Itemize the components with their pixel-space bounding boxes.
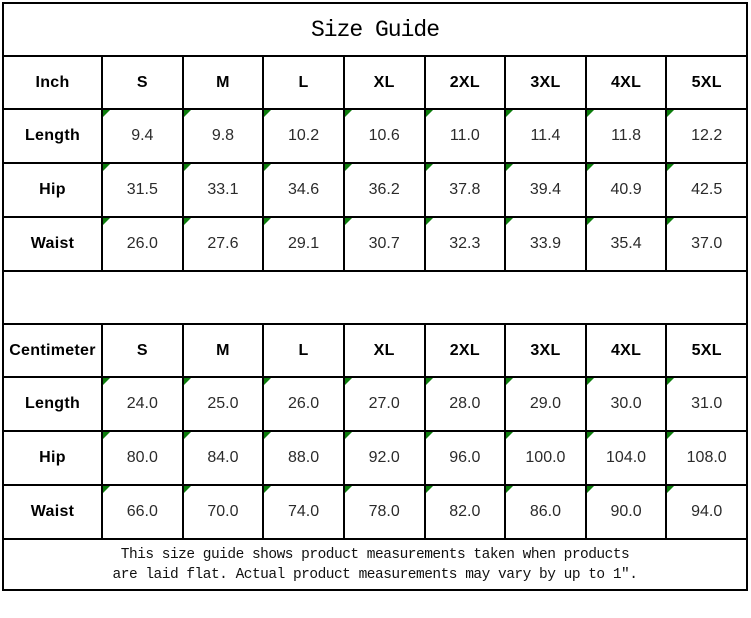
measurement-cell [101,110,182,162]
size-header-cell [101,325,182,376]
unit-label: Inch [35,73,70,91]
measurement-cell [585,432,666,484]
cm-waist-row [4,484,746,538]
size-header-cell [343,57,424,108]
measurement-cell [262,164,343,216]
green-corner-marker-icon [264,110,271,117]
measurement-value: 84.0 [207,449,239,466]
unit-header-cell [4,57,101,108]
measurement-value: 34.6 [287,181,320,198]
row-label-cell [4,164,101,216]
measurement-value: 92.0 [368,449,400,466]
size-label: XL [373,341,395,359]
measurement-value: 27.6 [207,235,239,252]
footer-line-1: This size guide shows product measurements taken when products [120,547,630,563]
measurement-value: 30.0 [610,395,642,412]
measurement-cell [343,164,424,216]
page-title: Size Guide [310,16,440,43]
measurement-cell [343,486,424,538]
measurement-value: 100.0 [525,449,566,466]
measurement-cell [424,378,505,430]
measurement-cell [424,432,505,484]
measurement-value: 80.0 [126,449,158,466]
row-label: Hip [39,181,66,198]
cm-hip-row [4,430,746,484]
green-corner-marker-icon [506,110,513,117]
green-corner-marker-icon [506,218,513,225]
size-header-cell [101,57,182,108]
row-label-cell [4,378,101,430]
measurement-cell [101,486,182,538]
size-header-cell [504,57,585,108]
green-corner-marker-icon [345,378,352,385]
measurement-value: 11.8 [611,127,642,144]
row-label: Waist [30,235,75,252]
size-label: L [298,341,309,359]
measurement-cell [424,164,505,216]
measurement-cell [101,432,182,484]
row-label: Waist [30,503,75,520]
row-label-cell [4,486,101,538]
measurement-cell [262,378,343,430]
measurement-cell [262,110,343,162]
size-header-cell [665,57,746,108]
measurement-cell [504,432,585,484]
green-corner-marker-icon [345,432,352,439]
green-corner-marker-icon [667,110,674,117]
size-header-cell [585,57,666,108]
size-label: M [216,73,230,91]
measurement-cell [424,218,505,270]
measurement-cell [585,164,666,216]
green-corner-marker-icon [506,432,513,439]
green-corner-marker-icon [506,486,513,493]
measurement-cell [101,218,182,270]
green-corner-marker-icon [587,164,594,171]
green-corner-marker-icon [264,164,271,171]
green-corner-marker-icon [103,378,110,385]
green-corner-marker-icon [103,110,110,117]
green-corner-marker-icon [587,486,594,493]
measurement-cell [665,432,746,484]
green-corner-marker-icon [587,432,594,439]
green-corner-marker-icon [667,378,674,385]
size-label: 3XL [530,341,561,359]
green-corner-marker-icon [426,432,433,439]
green-corner-marker-icon [587,110,594,117]
green-corner-marker-icon [667,218,674,225]
measurement-value: 12.2 [691,127,723,144]
green-corner-marker-icon [264,432,271,439]
measurement-value: 33.9 [529,235,561,252]
green-corner-marker-icon [506,164,513,171]
measurement-value: 26.0 [287,395,320,412]
green-corner-marker-icon [587,218,594,225]
measurement-cell [262,218,343,270]
measurement-cell [665,218,746,270]
measurement-value: 9.4 [131,127,154,144]
measurement-value: 40.9 [610,181,642,198]
green-corner-marker-icon [184,486,191,493]
measurement-value: 82.0 [449,503,481,520]
measurement-value: 32.3 [449,235,481,252]
cm-length-row [4,376,746,430]
green-corner-marker-icon [103,218,110,225]
measurement-value: 10.2 [287,127,320,144]
measurement-value: 90.0 [610,503,642,520]
row-label-cell [4,110,101,162]
measurement-cell [585,110,666,162]
size-header-cell [343,325,424,376]
green-corner-marker-icon [426,110,433,117]
measurement-value: 28.0 [449,395,481,412]
green-corner-marker-icon [667,164,674,171]
measurement-value: 31.0 [691,395,723,412]
size-label: 5XL [691,73,722,91]
measurement-value: 108.0 [686,449,727,466]
size-label: 4XL [610,341,642,359]
size-label: 2XL [449,341,480,359]
measurement-cell [665,164,746,216]
green-corner-marker-icon [103,432,110,439]
size-header-cell [504,325,585,376]
row-label: Length [24,127,81,144]
green-corner-marker-icon [426,486,433,493]
measurement-cell [665,110,746,162]
size-label: XL [373,73,395,91]
measurement-value: 30.7 [368,235,400,252]
measurement-value: 78.0 [368,503,400,520]
measurement-cell [665,486,746,538]
size-label: 4XL [610,73,642,91]
measurement-cell [262,486,343,538]
size-header-cell [262,57,343,108]
measurement-cell [182,110,263,162]
size-header-cell [585,325,666,376]
measurement-value: 66.0 [126,503,158,520]
measurement-cell [343,378,424,430]
measurement-cell [424,486,505,538]
measurement-cell [101,164,182,216]
green-corner-marker-icon [184,378,191,385]
measurement-cell [262,432,343,484]
size-header-cell [665,325,746,376]
measurement-cell [504,486,585,538]
green-corner-marker-icon [184,164,191,171]
green-corner-marker-icon [426,164,433,171]
green-corner-marker-icon [184,218,191,225]
green-corner-marker-icon [506,378,513,385]
measurement-value: 29.1 [287,235,320,252]
measurement-value: 27.0 [368,395,400,412]
green-corner-marker-icon [667,432,674,439]
size-header-cell [424,57,505,108]
size-header-cell [182,57,263,108]
measurement-value: 94.0 [691,503,723,520]
inch-length-row [4,108,746,162]
measurement-value: 104.0 [606,449,647,466]
centimeter-header-row [4,323,746,376]
measurement-value: 11.4 [530,127,561,144]
measurement-value: 33.1 [207,181,239,198]
measurement-cell [424,110,505,162]
green-corner-marker-icon [264,218,271,225]
measurement-value: 86.0 [529,503,561,520]
measurement-value: 29.0 [529,395,561,412]
size-header-cell [262,325,343,376]
measurement-cell [585,378,666,430]
measurement-value: 25.0 [207,395,239,412]
measurement-cell [665,378,746,430]
green-corner-marker-icon [345,110,352,117]
measurement-cell [182,164,263,216]
inch-hip-row [4,162,746,216]
measurement-value: 11.0 [449,127,480,144]
measurement-value: 96.0 [449,449,481,466]
green-corner-marker-icon [103,164,110,171]
unit-header-cell [4,325,101,376]
green-corner-marker-icon [345,218,352,225]
measurement-value: 37.8 [449,181,481,198]
row-label: Hip [39,449,66,466]
measurement-cell [585,486,666,538]
size-header-cell [182,325,263,376]
measurement-value: 42.5 [691,181,723,198]
size-label: 5XL [691,341,722,359]
row-label: Length [24,395,81,412]
size-label: L [298,73,309,91]
measurement-cell [182,218,263,270]
row-label-cell [4,432,101,484]
measurement-value: 88.0 [287,449,320,466]
unit-label: Centimeter [9,341,96,359]
green-corner-marker-icon [345,164,352,171]
size-label: M [216,341,230,359]
green-corner-marker-icon [587,378,594,385]
measurement-value: 26.0 [126,235,158,252]
measurement-value: 37.0 [691,235,723,252]
footer-note [4,538,746,589]
measurement-value: 74.0 [287,503,320,520]
green-corner-marker-icon [667,486,674,493]
size-label: S [136,341,148,359]
size-label: 3XL [530,73,561,91]
green-corner-marker-icon [184,432,191,439]
green-corner-marker-icon [345,486,352,493]
measurement-cell [504,218,585,270]
measurement-cell [101,378,182,430]
footer-line-2: are laid flat. Actual product measurements may vary by up to 1″. [112,567,638,583]
measurement-cell [504,164,585,216]
size-guide-panel [2,2,748,591]
measurement-cell [504,110,585,162]
measurement-value: 36.2 [368,181,400,198]
size-label: S [136,73,148,91]
measurement-cell [343,218,424,270]
size-header-cell [424,325,505,376]
green-corner-marker-icon [184,110,191,117]
measurement-cell [343,110,424,162]
title-row [4,4,746,55]
row-label-cell [4,218,101,270]
measurement-value: 39.4 [529,181,561,198]
inch-waist-row [4,216,746,270]
measurement-cell [182,486,263,538]
measurement-cell [585,218,666,270]
measurement-cell [343,432,424,484]
inch-header-row [4,55,746,108]
size-label: 2XL [449,73,480,91]
measurement-value: 10.6 [368,127,400,144]
green-corner-marker-icon [103,486,110,493]
measurement-value: 9.8 [211,127,235,144]
measurement-cell [182,432,263,484]
measurement-cell [182,378,263,430]
measurement-cell [504,378,585,430]
measurement-value: 70.0 [207,503,239,520]
measurement-value: 31.5 [126,181,158,198]
green-corner-marker-icon [426,378,433,385]
green-corner-marker-icon [264,486,271,493]
spacer-row [4,270,746,323]
measurement-value: 35.4 [610,235,642,252]
green-corner-marker-icon [264,378,271,385]
green-corner-marker-icon [426,218,433,225]
measurement-value: 24.0 [126,395,158,412]
